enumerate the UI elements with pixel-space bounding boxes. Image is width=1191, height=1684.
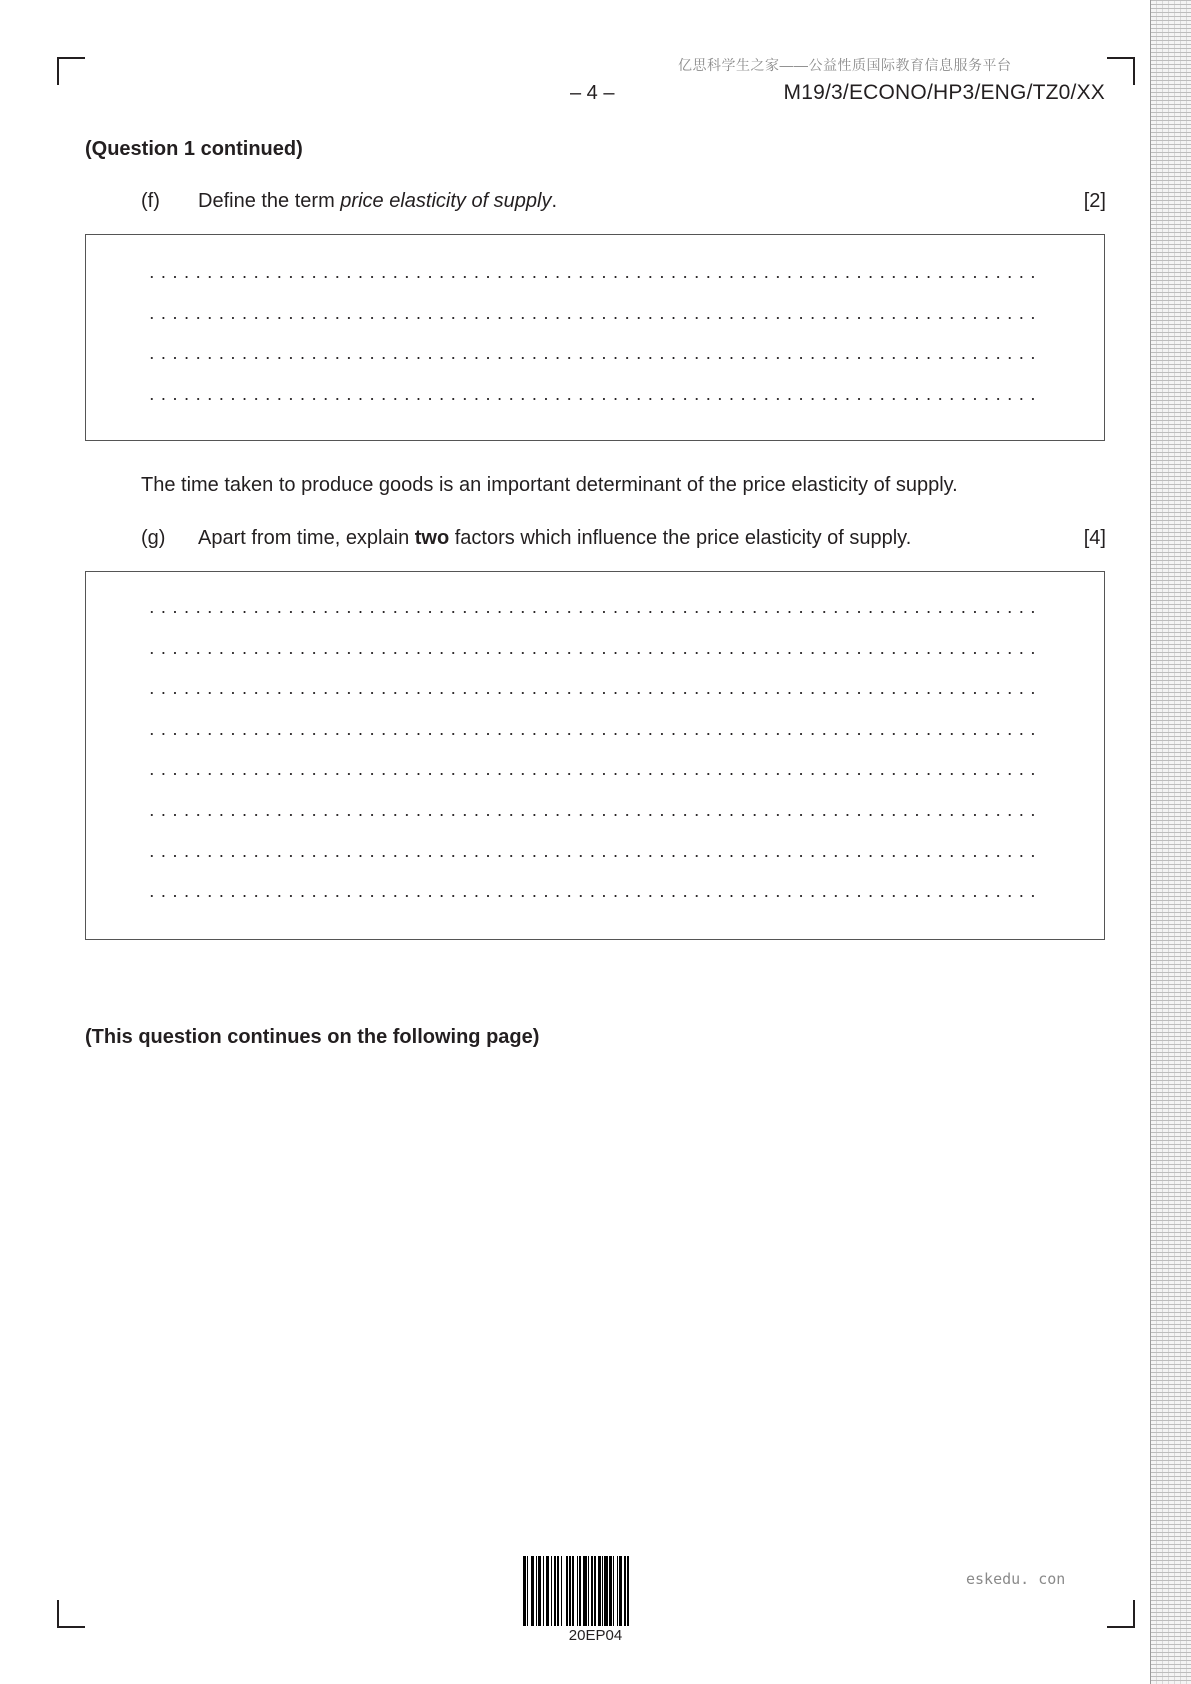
- header-watermark: 亿思科学生之家——公益性质国际教育信息服务平台: [678, 57, 1012, 73]
- paper-code: M19/3/ECONO/HP3/ENG/TZ0/XX: [783, 81, 1105, 104]
- continued-heading: (Question 1 continued): [85, 138, 303, 160]
- question-g: [141, 527, 1106, 553]
- question-g-text: Apart from time, explain two factors which influence the price elasticity of supply.: [198, 527, 912, 549]
- crop-mark-bottom-right: [1107, 1600, 1135, 1628]
- question-g-label: (g): [141, 527, 166, 549]
- question-g-marks: [4]: [1083, 527, 1106, 549]
- barcode-label: 20EP04: [568, 1627, 623, 1644]
- answer-box-f[interactable]: [85, 234, 1105, 441]
- answer-line[interactable]: [146, 692, 1043, 694]
- answer-line[interactable]: [146, 357, 1043, 359]
- answer-line[interactable]: [146, 611, 1043, 613]
- answer-line[interactable]: [146, 895, 1043, 897]
- continues-note: (This question continues on the following page): [85, 1026, 540, 1048]
- answer-line[interactable]: [146, 814, 1043, 816]
- question-f-marks: [2]: [1083, 190, 1106, 212]
- answer-line[interactable]: [146, 317, 1043, 319]
- question-f-text: Define the term price elasticity of supply.: [198, 190, 558, 212]
- crop-mark-bottom-left: [57, 1600, 85, 1628]
- answer-line[interactable]: [146, 733, 1043, 735]
- footer-watermark: eskedu. con: [966, 1570, 1066, 1588]
- answer-line[interactable]: [146, 652, 1043, 654]
- answer-line[interactable]: [146, 398, 1043, 400]
- question-f-label: (f): [141, 190, 160, 212]
- page-number: – 4 –: [570, 82, 615, 104]
- crop-mark-top-right: [1107, 57, 1135, 85]
- crop-mark-top-left: [57, 57, 85, 85]
- question-g-emphasis: two: [414, 527, 450, 549]
- answer-line[interactable]: [146, 276, 1043, 278]
- question-f: [141, 190, 1106, 216]
- question-stem: The time taken to produce goods is an important determinant of the price elasticity of supply.: [141, 474, 958, 496]
- question-f-term: price elasticity of supply: [340, 190, 552, 212]
- answer-box-g[interactable]: [85, 571, 1105, 940]
- margin-hatch-strip: [1150, 0, 1191, 1684]
- barcode: [523, 1556, 668, 1626]
- answer-line[interactable]: [146, 855, 1043, 857]
- answer-line[interactable]: [146, 773, 1043, 775]
